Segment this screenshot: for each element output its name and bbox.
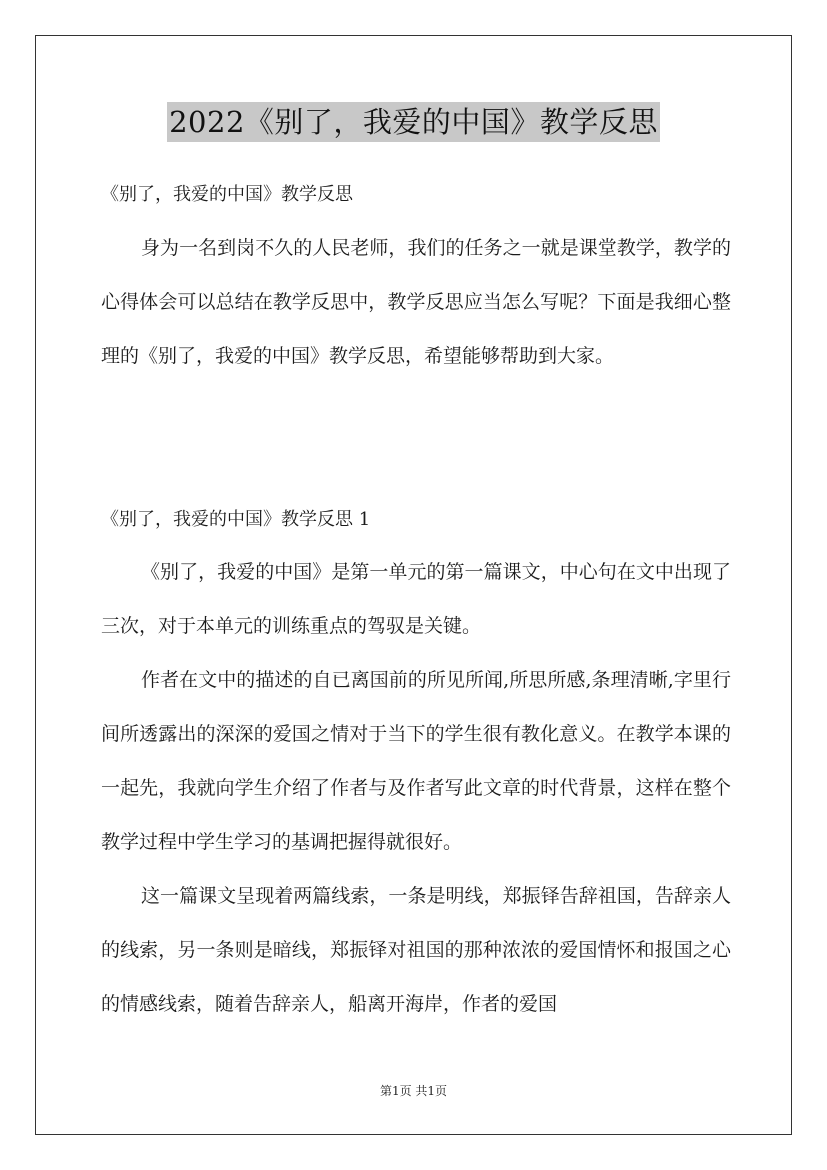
- paragraph-3: 这一篇课文呈现着两篇线索，一条是明线，郑振铎告辞祖国，告辞亲人的线索，另一条则是暗线，郑振铎对祖国的那种浓浓的爱国情怀和报国之心的情感线索，随着告辞亲人，船离开海岸，作者的爱国: [101, 885, 731, 1015]
- paragraph-2: 作者在文中的描述的自已离国前的所见所闻,所思所感,条理清晰,字里行间所透露出的深深的爱国之情对于当下的学生很有教化意义。在教学本课的一起先，我就向学生介绍了作者与及作者写此文章的时代背景，这样在整个教学过程中学生学习的基调把握得就很好。: [101, 669, 731, 853]
- page-footer: 第1页 共1页: [379, 1084, 448, 1098]
- paragraph-1: 《别了，我爱的中国》是第一单元的第一篇课文，中心句在文中出现了三次，对于本单元的训练重点的驾驭是关键。: [101, 561, 731, 637]
- document-title: 2022《别了，我爱的中国》教学反思: [167, 102, 660, 142]
- intro-paragraph: 身为一名到岗不久的人民老师，我们的任务之一就是课堂教学，教学的心得体会可以总结在教学反思中，教学反思应当怎么写呢？下面是我细心整理的《别了，我爱的中国》教学反思，希望能够帮助到大家。: [101, 237, 731, 367]
- section-1-heading: 《别了，我爱的中国》教学反思 1: [101, 509, 371, 530]
- title-container: [0, 102, 827, 142]
- subtitle: 《别了，我爱的中国》教学反思: [101, 184, 353, 205]
